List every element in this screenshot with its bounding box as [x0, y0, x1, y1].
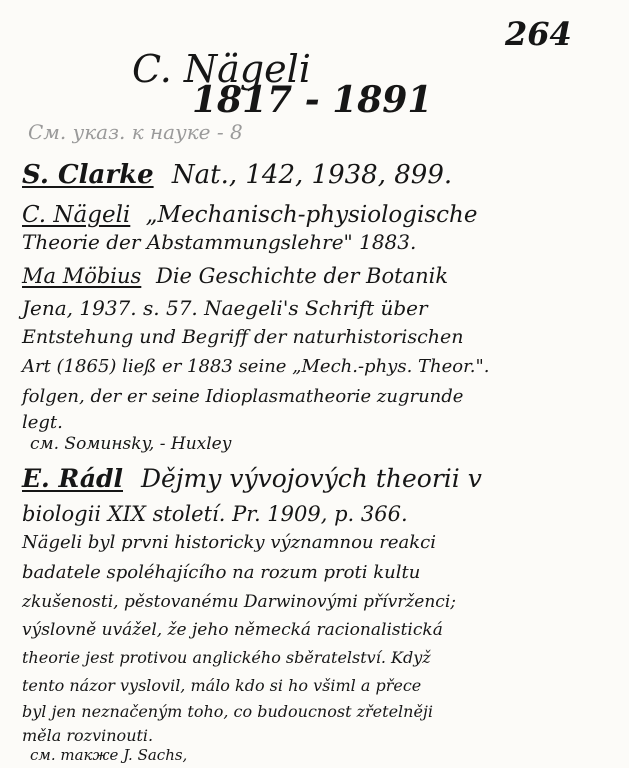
see-also-line: см. Soминsky, - Huxley — [30, 434, 232, 454]
life-years: 1817 - 1891 — [192, 79, 433, 121]
note-line: badatele spoléhajícího na rozum proti kultu — [22, 562, 421, 583]
note-line: Entstehung und Begriff der naturhistorischen — [22, 326, 464, 348]
citation-line — [22, 204, 477, 227]
note-line: tento názor vyslovil, málo kdo si ho všiml a přece — [22, 676, 422, 695]
note-line: folgen, der er seine Idioplasmatheorie zugrunde — [22, 386, 464, 407]
citation-author: Mа Möbius — [22, 264, 142, 288]
note-line: biologii XIX století. Pr. 1909, p. 366. — [22, 502, 408, 526]
citation-line — [22, 266, 448, 287]
citation-author: C. Nägeli — [22, 202, 131, 228]
note-line: theorie jest protivou anglického sběratelství. Když — [22, 648, 431, 667]
note-line: byl jen neznačeným toho, co budoucnost zřetelněji — [22, 702, 433, 721]
note-line: Theorie der Abstammungslehre" 1883. — [22, 230, 417, 254]
note-line: Nägeli byl prvni historicky významnou reakci — [22, 532, 437, 553]
note-line: Jena, 1937. s. 57. Naegeli's Schrift über — [22, 296, 428, 320]
citation-text: Die Geschichte der Botanik — [156, 264, 449, 288]
citation-author: S. Clarke — [22, 160, 154, 190]
citation-text: „Mechanisch-physiologische — [145, 202, 478, 228]
person-name: C. Nägeli — [132, 47, 311, 91]
citation-text: Dějmy vývojových theorii v — [140, 464, 482, 493]
citation-text: Nat., 142, 1938, 899. — [171, 160, 453, 190]
see-also-line: см. также J. Sachs, — [30, 746, 188, 764]
note-line: měla rozvinouti. — [22, 726, 154, 745]
note-line: výslovně uvážel, že jeho německá racionalistická — [22, 620, 443, 640]
note-line: zkušenosti, pěstovanému Darwinovými přívrženci; — [22, 592, 456, 612]
card-number: 264 — [505, 15, 572, 53]
citation-line — [22, 162, 452, 188]
citation-author: E. Rádl — [22, 464, 123, 493]
note-line: legt. — [22, 412, 63, 433]
faint-note: См. указ. к науке - 8 — [28, 120, 243, 144]
note-line: Art (1865) ließ er 1883 seine „Mech.-phys. Theor.". — [22, 356, 490, 377]
citation-line — [22, 466, 482, 491]
